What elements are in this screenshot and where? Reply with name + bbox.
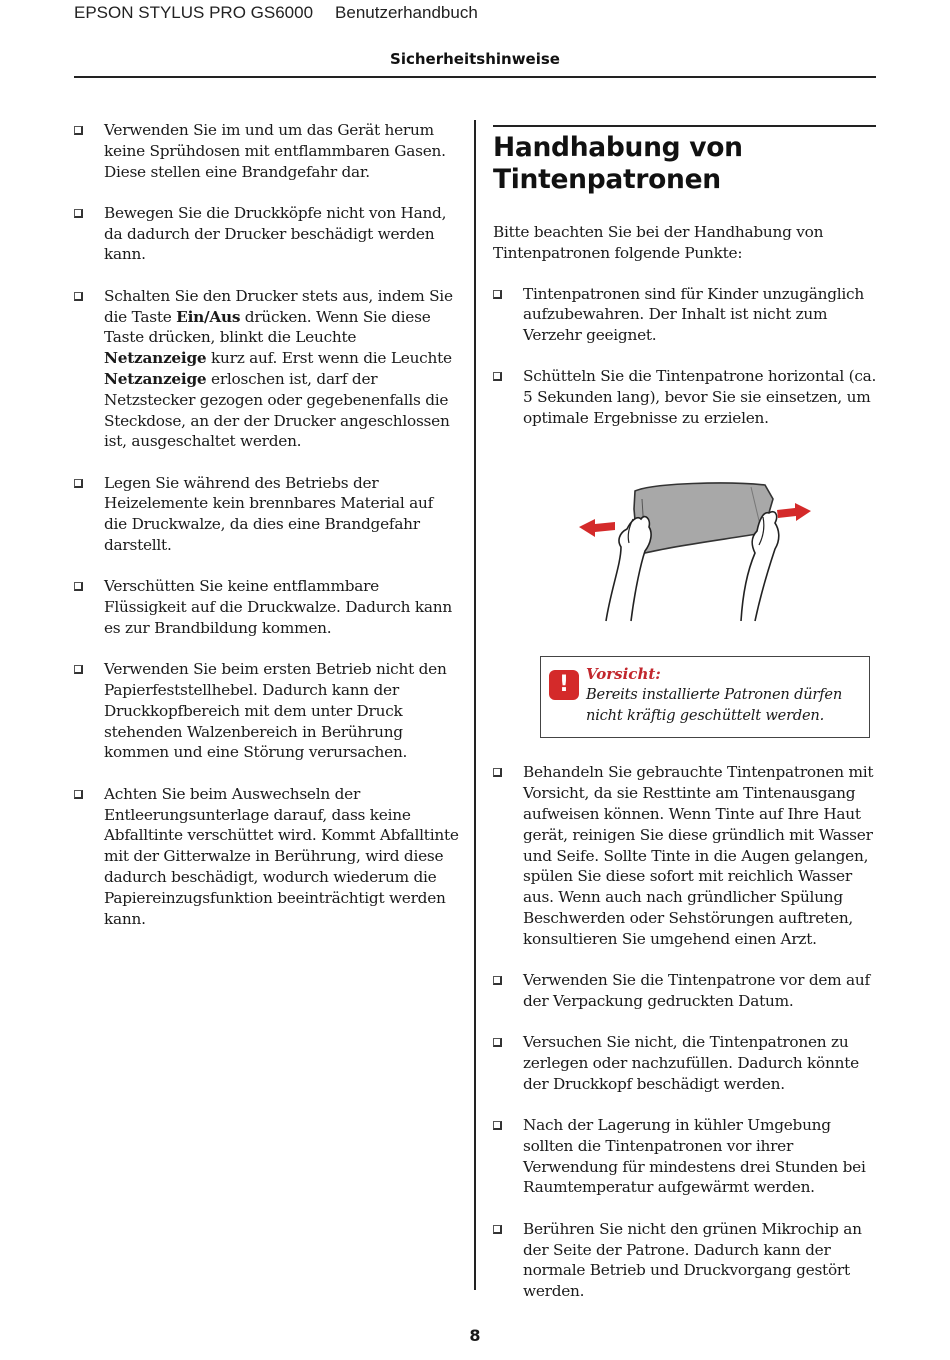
item-text: Bewegen Sie die Druckköpfe nicht von Hand, da dadurch der Drucker beschädigt werden kann. [104,203,447,264]
item-text: kurz auf. Erst wenn die Leuchte [206,349,452,368]
item-text: drücken. Wenn Sie diese Taste drücken, blinkt die Leuchte [104,307,431,347]
caution-box [540,656,870,738]
emphasis-text: Netzanzeige [104,369,207,388]
shake-cartridge-drawing [493,449,876,629]
checkbox-bullet-icon [74,665,83,674]
checkbox-bullet-icon [493,1121,502,1130]
item-text: Berühren Sie nicht den grünen Mikrochip an der Seite der Patrone. Dadurch kann der normale Betrieb und Druckvorgang gestört werden. [523,1219,862,1301]
checkbox-bullet-icon [74,790,83,799]
item-text: Verwenden Sie die Tintenpatrone vor dem auf der Verpackung gedruckten Datum. [523,971,870,1010]
item-text: erloschen ist, darf der Netzstecker gezogen oder gegebenenfalls die Steckdose, an der der Drucker angeschlossen ist, ausgeschaltet werden. [104,369,450,451]
header-rule [74,76,876,78]
checkbox-bullet-icon [493,1225,502,1234]
checkbox-bullet-icon [493,1038,502,1047]
caution-title: Vorsicht: [586,665,661,684]
page-number: 8 [469,1326,481,1345]
caution-text: Bereits installierte Patronen dürfen nicht kräftig geschüttelt werden. [586,686,843,724]
list-item [493,1115,878,1198]
item-text: Behandeln Sie gebrauchte Tintenpatronen mit Vorsicht, da sie Resttinte am Tintenausgang aufweisen können. Wenn Tinte auf Ihre Haut gerät, reinigen Sie diese gründlich mit Wasser und Seife. Sollte Tinte in die Augen gelangen, spülen Sie diese sofort mit reichlich Wasser aus. Wenn auch nach gründlicher Spülung Beschwerden oder Sehstörungen auftreten, konsultieren Sie umgehend einen Arzt. [523,763,874,948]
item-text: Legen Sie während des Betriebs der Heizelemente kein brennbares Material auf die Druckwalze, da dies eine Brandgefahr darstellt. [104,473,434,555]
list-item [74,120,459,182]
checkbox-bullet-icon [74,292,83,301]
checkbox-bullet-icon [493,290,502,299]
item-text: Verwenden Sie im und um das Gerät herum keine Sprühdosen mit entflammbaren Gasen. Diese stellen eine Brandgefahr dar. [104,121,446,181]
list-item [74,203,459,265]
product-name: EPSON STYLUS PRO GS6000 [74,3,314,22]
section-intro: Bitte beachten Sie bei der Handhabung von Tintenpatronen folgende Punkte: [493,223,824,262]
item-text: Nach der Lagerung in kühler Umgebung sollten die Tintenpatronen vor ihrer Verwendung für mindestens drei Stunden bei Raumtemperatur aufgewärmt werden. [523,1116,866,1197]
list-item [74,784,459,930]
column-divider [474,120,476,1290]
right-bullet-list-top [493,284,878,429]
list-item [74,286,459,452]
section-title-line2: Tintenpatronen [493,164,721,195]
checkbox-bullet-icon [74,209,83,218]
section-header: Sicherheitshinweise [390,50,560,68]
item-text: Schütteln Sie die Tintenpatrone horizontal (ca. 5 Sekunden lang), bevor Sie sie einsetzen, um optimale Ergebnisse zu erzielen. [523,367,877,428]
checkbox-bullet-icon [74,479,83,488]
list-item [493,1032,878,1094]
list-item [493,1219,878,1302]
shake-cartridge-illustration [493,449,876,629]
section-rule [493,125,876,127]
exclamation-icon: ! [549,670,579,700]
list-item [493,366,878,428]
checkbox-bullet-icon [493,372,502,381]
list-item [74,576,459,638]
list-item [493,284,878,346]
left-arrow [579,519,615,537]
manual-name: Benutzerhandbuch [335,3,478,22]
emphasis-text: Ein/Aus [176,307,241,326]
running-header [74,3,478,23]
list-item [74,473,459,556]
right-column [493,125,878,1322]
left-bullet-list [74,120,459,929]
item-text: Schalten Sie den Drucker stets aus, indem Sie die Taste [104,286,453,326]
list-item [74,659,459,763]
item-text: Tintenpatronen sind für Kinder unzugänglich aufzubewahren. Der Inhalt ist nicht zum Verzehr geeignet. [523,284,864,345]
checkbox-bullet-icon [493,768,502,777]
item-text: Verschütten Sie keine entflammbare Flüssigkeit auf die Druckwalze. Dadurch kann es zur Brandbildung kommen. [104,577,452,637]
section-title-line1: Handhabung von [493,132,743,163]
item-text: Achten Sie beim Auswechseln der Entleerungsunterlage darauf, dass keine Abfalltinte verschüttet wird. Kommt Abfalltinte mit der Gitterwalze in Berührung, wird diese dadurch beschädigt, wodurch wiederum die Papiereinzugsfunktion beeinträchtigt werden kann. [104,784,459,928]
list-item [493,762,878,949]
checkbox-bullet-icon [74,582,83,591]
checkbox-bullet-icon [493,976,502,985]
list-item [493,970,878,1012]
emphasis-text: Netzanzeige [104,349,207,368]
item-text: Verwenden Sie beim ersten Betrieb nicht den Papierfeststellhebel. Dadurch kann der Druckkopfbereich mit dem unter Druck stehenden Walzenbereich in Berührung kommen und eine Störung verursachen. [104,660,447,762]
right-arrow [777,503,811,521]
section-title [493,132,878,196]
item-text: Versuchen Sie nicht, die Tintenpatronen zu zerlegen oder nachzufüllen. Dadurch könnte der Druckkopf beschädigt werden. [523,1033,859,1093]
right-bullet-list-bottom [493,762,878,1302]
left-column [74,120,459,950]
checkbox-bullet-icon [74,126,83,135]
